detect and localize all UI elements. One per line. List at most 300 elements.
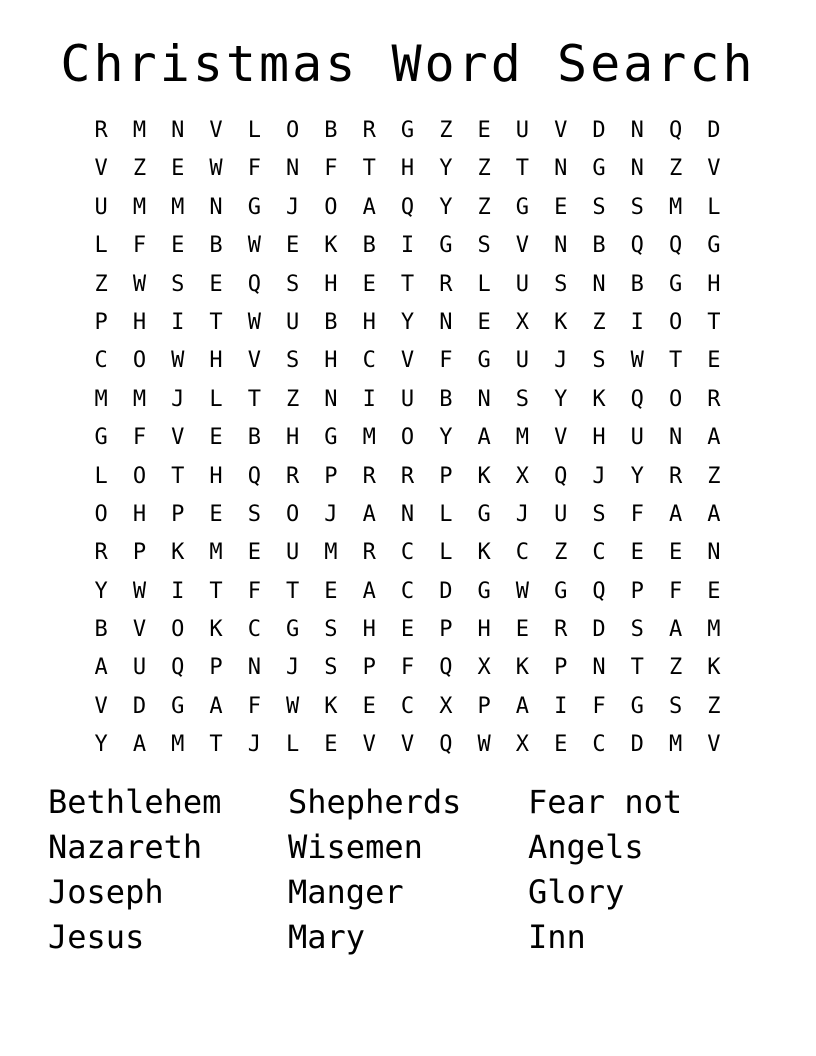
grid-letter: O — [668, 309, 683, 335]
grid-letter: E — [209, 425, 223, 451]
grid-letter: N — [707, 540, 721, 566]
grid-letter: H — [132, 309, 147, 335]
grid-letter: E — [630, 540, 644, 566]
grid-letter: W — [132, 271, 147, 297]
grid-letter: C — [515, 540, 530, 566]
grid-letter: K — [477, 540, 491, 566]
grid-letter: L — [209, 386, 223, 412]
grid-letter: S — [247, 501, 261, 527]
grid-letter: P — [439, 617, 453, 643]
grid-letter: G — [630, 693, 644, 719]
grid-letter: E — [209, 501, 223, 527]
grid-letter: T — [400, 271, 415, 297]
grid-letter: E — [171, 156, 185, 182]
grid-letter: U — [94, 194, 108, 220]
grid-letter: W — [132, 578, 147, 604]
grid-letter: N — [477, 386, 491, 412]
grid-letter: P — [132, 540, 147, 566]
letter-grid — [82, 112, 733, 765]
grid-letter: J — [515, 501, 530, 527]
grid-letter: L — [439, 501, 453, 527]
grid-letter: X — [477, 655, 491, 681]
grid-letter: S — [554, 271, 568, 297]
grid-letter: A — [209, 693, 223, 719]
grid-letter: I — [362, 386, 376, 412]
grid-letter: A — [132, 732, 147, 758]
grid-letter: S — [171, 271, 185, 297]
grid-letter: V — [554, 118, 568, 143]
word-list-item: Wisemen — [288, 828, 423, 866]
grid-letter: M — [171, 732, 185, 758]
grid-letter: B — [362, 233, 376, 259]
grid-letter: X — [439, 693, 453, 719]
grid-letter: Z — [286, 386, 300, 412]
grid-letter: L — [707, 194, 721, 220]
grid-letter: P — [477, 693, 491, 719]
grid-letter: N — [630, 156, 644, 182]
grid-letter: S — [592, 348, 606, 374]
grid-letter: N — [554, 156, 568, 182]
grid-letter: M — [362, 425, 376, 451]
grid-letter: H — [362, 309, 376, 335]
grid-letter: F — [132, 233, 147, 259]
grid-letter: O — [132, 463, 147, 489]
grid-letter: Z — [554, 540, 568, 566]
grid-letter: T — [362, 156, 376, 182]
grid-letter: T — [515, 156, 530, 182]
grid-letter: U — [400, 386, 415, 412]
grid-letter: K — [324, 693, 338, 719]
grid-letter: F — [630, 501, 644, 527]
grid-letter: O — [400, 425, 415, 451]
grid-letter: I — [171, 578, 185, 604]
grid-letter: L — [439, 540, 453, 566]
grid-letter: K — [554, 309, 568, 335]
grid-letter: N — [324, 386, 338, 412]
grid-letter: N — [171, 118, 185, 143]
grid-letter: Q — [554, 463, 568, 489]
grid-letter: S — [592, 194, 606, 220]
grid-letter: Z — [477, 156, 491, 182]
grid-letter: Z — [477, 194, 491, 220]
grid-letter: Z — [668, 156, 683, 182]
grid-letter: N — [592, 655, 606, 681]
grid-letter: Y — [439, 425, 453, 451]
grid-letter: R — [362, 118, 376, 143]
grid-letter: U — [554, 501, 568, 527]
grid-letter: T — [209, 732, 223, 758]
grid-letter: G — [171, 693, 185, 719]
grid-letter: M — [707, 617, 721, 643]
grid-letter: Q — [592, 578, 606, 604]
grid-letter: N — [554, 233, 568, 259]
grid-letter: S — [592, 501, 606, 527]
grid-letter: E — [362, 271, 376, 297]
grid-letter: G — [554, 578, 568, 604]
grid-letter: E — [324, 578, 338, 604]
grid-letter: D — [439, 578, 453, 604]
grid-letter: R — [668, 463, 683, 489]
grid-letter: G — [515, 194, 530, 220]
grid-letter: B — [439, 386, 453, 412]
grid-letter: R — [286, 463, 300, 489]
grid-letter: H — [286, 425, 300, 451]
grid-letter: N — [592, 271, 606, 297]
grid-letter: F — [247, 156, 261, 182]
grid-letter: E — [400, 617, 415, 643]
grid-letter: G — [286, 617, 300, 643]
word-list-item: Fear not — [528, 783, 683, 821]
grid-letter: E — [707, 578, 721, 604]
grid-letter: G — [477, 501, 491, 527]
grid-letter: Q — [171, 655, 185, 681]
grid-letter: J — [554, 348, 568, 374]
grid-letter: J — [286, 655, 300, 681]
grid-letter: M — [209, 540, 223, 566]
grid-letter: M — [668, 732, 683, 758]
grid-letter: P — [439, 463, 453, 489]
grid-letter: K — [477, 463, 491, 489]
grid-letter: U — [515, 348, 530, 374]
grid-letter: H — [324, 271, 338, 297]
grid-letter: Y — [630, 463, 644, 489]
grid-letter: V — [94, 693, 108, 719]
grid-letter: Y — [554, 386, 568, 412]
grid-letter: L — [247, 118, 261, 143]
grid-letter: C — [400, 540, 415, 566]
grid-letter: Z — [94, 271, 108, 297]
grid-letter: M — [324, 540, 338, 566]
grid-letter: F — [400, 655, 415, 681]
grid-letter: E — [362, 693, 376, 719]
grid-letter: N — [668, 425, 683, 451]
grid-letter: C — [362, 348, 376, 374]
grid-letter: E — [286, 233, 300, 259]
grid-letter: K — [324, 233, 338, 259]
grid-letter: E — [171, 233, 185, 259]
grid-letter: J — [247, 732, 261, 758]
grid-letter: E — [707, 348, 721, 374]
grid-letter: N — [439, 309, 453, 335]
grid-letter: N — [400, 501, 415, 527]
grid-letter: D — [592, 118, 606, 143]
grid-letter: Q — [630, 233, 644, 259]
word-list-item: Nazareth — [48, 828, 203, 866]
grid-letter: F — [247, 578, 261, 604]
grid-letter: F — [668, 578, 683, 604]
grid-letter: G — [400, 118, 415, 143]
page-title: Christmas Word Search — [60, 35, 756, 93]
grid-letter: U — [286, 309, 300, 335]
grid-letter: Q — [400, 194, 415, 220]
grid-letter: J — [592, 463, 606, 489]
grid-letter: E — [668, 540, 683, 566]
grid-letter: N — [286, 156, 300, 182]
grid-letter: Q — [668, 233, 683, 259]
grid-letter: W — [247, 309, 261, 335]
grid-letter: R — [362, 463, 376, 489]
grid-letter: G — [439, 233, 453, 259]
word-list-item: Manger — [288, 873, 404, 911]
grid-letter: F — [324, 156, 338, 182]
grid-letter: W — [286, 693, 300, 719]
grid-letter: A — [477, 425, 491, 451]
grid-letter: P — [554, 655, 568, 681]
grid-letter: Z — [439, 118, 453, 143]
grid-letter: M — [171, 194, 185, 220]
grid-letter: J — [286, 194, 300, 220]
grid-letter: O — [286, 501, 300, 527]
grid-letter: J — [324, 501, 338, 527]
grid-letter: H — [707, 271, 721, 297]
grid-letter: O — [286, 118, 300, 143]
grid-letter: Y — [400, 309, 415, 335]
grid-letter: Q — [439, 655, 453, 681]
grid-letter: S — [630, 194, 644, 220]
word-list-item: Inn — [528, 918, 586, 956]
grid-letter: M — [515, 425, 530, 451]
grid-letter: W — [247, 233, 261, 259]
grid-letter: H — [362, 617, 376, 643]
grid-letter: F — [132, 425, 147, 451]
grid-letter: U — [630, 425, 644, 451]
grid-letter: P — [171, 501, 185, 527]
grid-letter: R — [400, 463, 415, 489]
grid-letter: Z — [132, 156, 147, 182]
grid-letter: V — [94, 156, 108, 182]
grid-letter: E — [554, 194, 568, 220]
grid-letter: G — [324, 425, 338, 451]
grid-letter: W — [477, 732, 491, 758]
grid-letter: P — [630, 578, 644, 604]
grid-letter: U — [132, 655, 147, 681]
grid-letter: A — [362, 194, 376, 220]
grid-letter: B — [592, 233, 606, 259]
grid-letter: M — [132, 386, 147, 412]
grid-letter: S — [286, 271, 300, 297]
grid-letter: M — [132, 118, 147, 143]
grid-letter: C — [94, 348, 108, 374]
grid-letter: Q — [439, 732, 453, 758]
grid-letter: J — [171, 386, 185, 412]
grid-letter: H — [400, 156, 415, 182]
grid-letter: R — [94, 540, 108, 566]
grid-letter: I — [171, 309, 185, 335]
grid-letter: R — [439, 271, 453, 297]
grid-letter: G — [477, 578, 491, 604]
grid-letter: G — [707, 233, 721, 259]
grid-letter: C — [400, 578, 415, 604]
grid-letter: G — [94, 425, 108, 451]
grid-letter: V — [171, 425, 185, 451]
grid-letter: X — [515, 732, 530, 758]
grid-letter: F — [592, 693, 606, 719]
grid-letter: S — [477, 233, 491, 259]
grid-letter: D — [707, 118, 721, 143]
grid-letter: B — [324, 309, 338, 335]
grid-letter: O — [668, 386, 683, 412]
grid-letter: Z — [707, 693, 721, 719]
grid-letter: F — [439, 348, 453, 374]
grid-letter: V — [362, 732, 376, 758]
grid-letter: L — [94, 463, 108, 489]
grid-letter: D — [132, 693, 147, 719]
word-list-item: Jesus — [48, 918, 145, 956]
grid-letter: V — [554, 425, 568, 451]
grid-letter: I — [630, 309, 644, 335]
grid-letter: A — [707, 425, 721, 451]
grid-letter: H — [592, 425, 606, 451]
grid-letter: H — [324, 348, 338, 374]
grid-letter: T — [171, 463, 185, 489]
grid-letter: V — [209, 118, 223, 143]
grid-letter: Y — [94, 732, 108, 758]
grid-letter: L — [286, 732, 300, 758]
grid-letter: I — [554, 693, 568, 719]
grid-letter: C — [592, 540, 606, 566]
grid-letter: S — [324, 617, 338, 643]
grid-letter: Y — [439, 156, 453, 182]
grid-letter: B — [247, 425, 261, 451]
grid-letter: S — [286, 348, 300, 374]
grid-letter: B — [209, 233, 223, 259]
grid-letter: Q — [668, 118, 683, 143]
grid-letter: D — [630, 732, 644, 758]
grid-letter: S — [324, 655, 338, 681]
word-list-item: Glory — [528, 873, 625, 911]
grid-letter: E — [247, 540, 261, 566]
grid-letter: V — [400, 348, 415, 374]
grid-letter: M — [668, 194, 683, 220]
grid-letter: L — [94, 233, 108, 259]
grid-letter: H — [132, 501, 147, 527]
grid-letter: I — [400, 233, 415, 259]
grid-letter: B — [630, 271, 644, 297]
word-list-item: Angels — [528, 828, 644, 866]
grid-letter: O — [171, 617, 185, 643]
grid-letter: R — [554, 617, 568, 643]
grid-letter: A — [668, 617, 683, 643]
grid-letter: V — [247, 348, 261, 374]
grid-letter: V — [400, 732, 415, 758]
grid-letter: C — [592, 732, 606, 758]
grid-letter: Z — [668, 655, 683, 681]
grid-letter: O — [132, 348, 147, 374]
grid-letter: L — [477, 271, 491, 297]
grid-letter: A — [94, 655, 108, 681]
grid-letter: A — [515, 693, 530, 719]
grid-letter: C — [400, 693, 415, 719]
word-list-item: Joseph — [48, 873, 164, 911]
grid-letter: V — [707, 156, 721, 182]
grid-letter: K — [592, 386, 606, 412]
grid-letter: Q — [247, 271, 261, 297]
grid-letter: A — [707, 501, 721, 527]
grid-letter: P — [94, 309, 108, 335]
grid-letter: T — [209, 309, 223, 335]
grid-letter: X — [515, 309, 530, 335]
grid-letter: Q — [630, 386, 644, 412]
grid-letter: B — [324, 118, 338, 143]
grid-letter: M — [94, 386, 108, 412]
grid-letter: D — [592, 617, 606, 643]
grid-letter: U — [286, 540, 300, 566]
grid-letter: A — [668, 501, 683, 527]
grid-letter: P — [209, 655, 223, 681]
grid-letter: W — [209, 156, 223, 182]
grid-letter: S — [630, 617, 644, 643]
grid-letter: Z — [592, 309, 606, 335]
grid-letter: S — [515, 386, 530, 412]
word-list — [48, 780, 768, 960]
grid-letter: K — [707, 655, 721, 681]
grid-letter: E — [209, 271, 223, 297]
grid-letter: V — [707, 732, 721, 758]
grid-letter: E — [477, 309, 491, 335]
grid-letter: G — [477, 348, 491, 374]
grid-letter: A — [362, 501, 376, 527]
grid-letter: U — [515, 118, 530, 143]
grid-letter: Z — [707, 463, 721, 489]
grid-letter: G — [592, 156, 606, 182]
grid-letter: Y — [94, 578, 108, 604]
grid-letter: Y — [439, 194, 453, 220]
word-list-item: Mary — [288, 918, 366, 956]
grid-letter: N — [209, 194, 223, 220]
grid-letter: C — [247, 617, 261, 643]
grid-letter: G — [668, 271, 683, 297]
grid-letter: F — [247, 693, 261, 719]
grid-letter: N — [630, 118, 644, 143]
grid-letter: H — [209, 348, 223, 374]
grid-letter: G — [247, 194, 261, 220]
grid-letter: E — [554, 732, 568, 758]
grid-letter: A — [362, 578, 376, 604]
grid-letter: E — [324, 732, 338, 758]
grid-letter: W — [630, 348, 644, 374]
grid-letter: K — [209, 617, 223, 643]
grid-letter: P — [324, 463, 338, 489]
word-list-item: Bethlehem — [48, 783, 222, 821]
grid-letter: K — [171, 540, 185, 566]
grid-letter: W — [515, 578, 530, 604]
grid-letter: H — [209, 463, 223, 489]
grid-letter: T — [247, 386, 261, 412]
grid-letter: T — [668, 348, 683, 374]
grid-letter: R — [362, 540, 376, 566]
grid-letter: M — [132, 194, 147, 220]
grid-letter: H — [477, 617, 491, 643]
grid-letter: Q — [247, 463, 261, 489]
grid-letter: V — [515, 233, 530, 259]
grid-letter: O — [94, 501, 108, 527]
grid-letter: E — [515, 617, 530, 643]
grid-letter: K — [515, 655, 530, 681]
grid-letter: R — [707, 386, 721, 412]
grid-letter: S — [668, 693, 683, 719]
grid-letter: T — [630, 655, 644, 681]
grid-letter: W — [171, 348, 185, 374]
grid-letter: P — [362, 655, 376, 681]
grid-letter: B — [94, 617, 108, 643]
grid-letter: T — [286, 578, 300, 604]
grid-letter: N — [247, 655, 261, 681]
grid-letter: O — [324, 194, 338, 220]
grid-letter: U — [515, 271, 530, 297]
grid-letter: R — [94, 118, 108, 143]
grid-letter: X — [515, 463, 530, 489]
grid-letter: T — [209, 578, 223, 604]
